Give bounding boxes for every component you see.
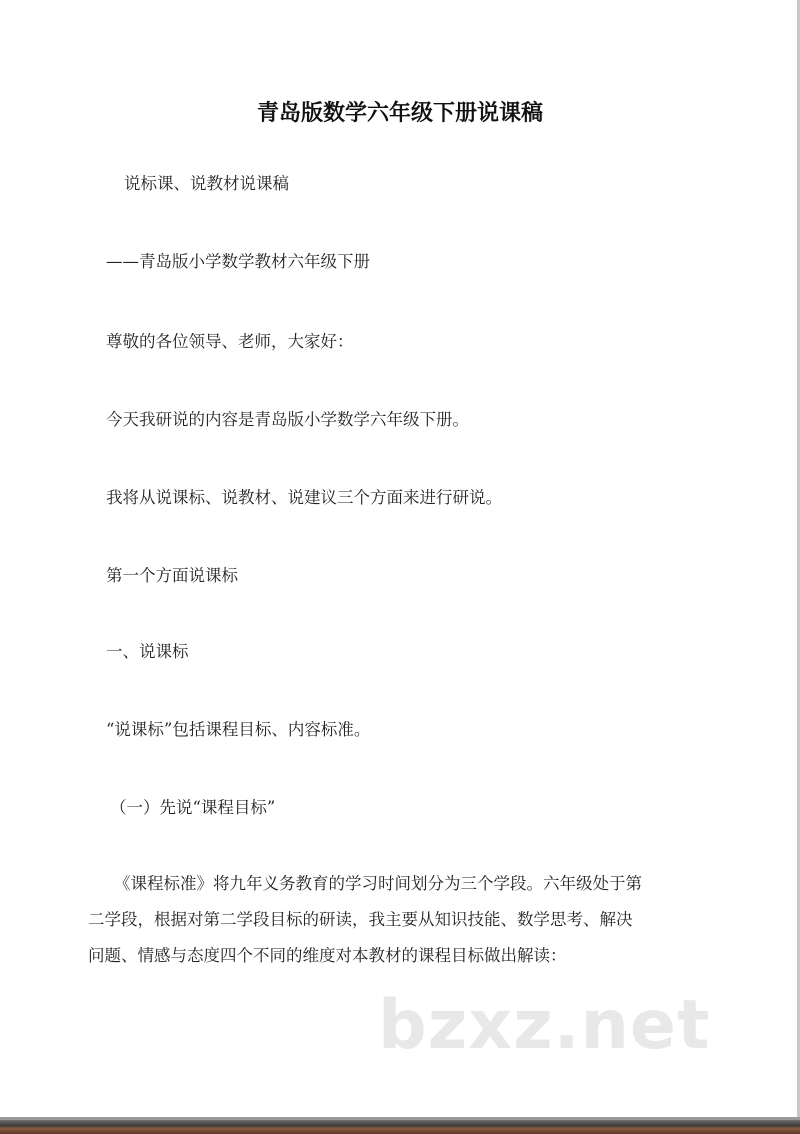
watermark-logo: bzxz.net — [378, 986, 711, 1065]
body-line: 《课程标准》将九年义务教育的学习时间划分为三个学段。六年级处于第 — [114, 874, 642, 893]
paragraph-textbook: ——青岛版小学数学教材六年级下册 — [106, 252, 370, 271]
paragraph-subtitle: 说标课、说教材说课稿 — [124, 174, 289, 193]
paragraph-section-heading: 第一个方面说课标 — [106, 566, 238, 585]
paragraph-goals-heading: （一）先说“课程目标” — [110, 798, 276, 817]
next-page-strip — [0, 1120, 800, 1134]
document-title: 青岛版数学六年级下册说课稿 — [256, 101, 543, 126]
paragraph-subheading: 一、说课标 — [106, 642, 189, 661]
paragraph-topic: 今天我研说的内容是青岛版小学数学六年级下册。 — [106, 410, 469, 429]
paragraph-greeting: 尊敬的各位领导、老师，大家好： — [106, 332, 354, 351]
body-paragraph — [88, 866, 720, 974]
body-line: 问题、情感与态度四个不同的维度对本教材的课程目标做出解读： — [88, 946, 567, 965]
body-line: 二学段，根据对第二学段目标的研读，我主要从知识技能、数学思考、解决 — [88, 910, 633, 929]
paragraph-outline: 我将从说课标、说教材、说建议三个方面来进行研说。 — [106, 488, 502, 507]
paragraph-curriculum-intro: “说课标”包括课程目标、内容标准。 — [106, 720, 371, 739]
